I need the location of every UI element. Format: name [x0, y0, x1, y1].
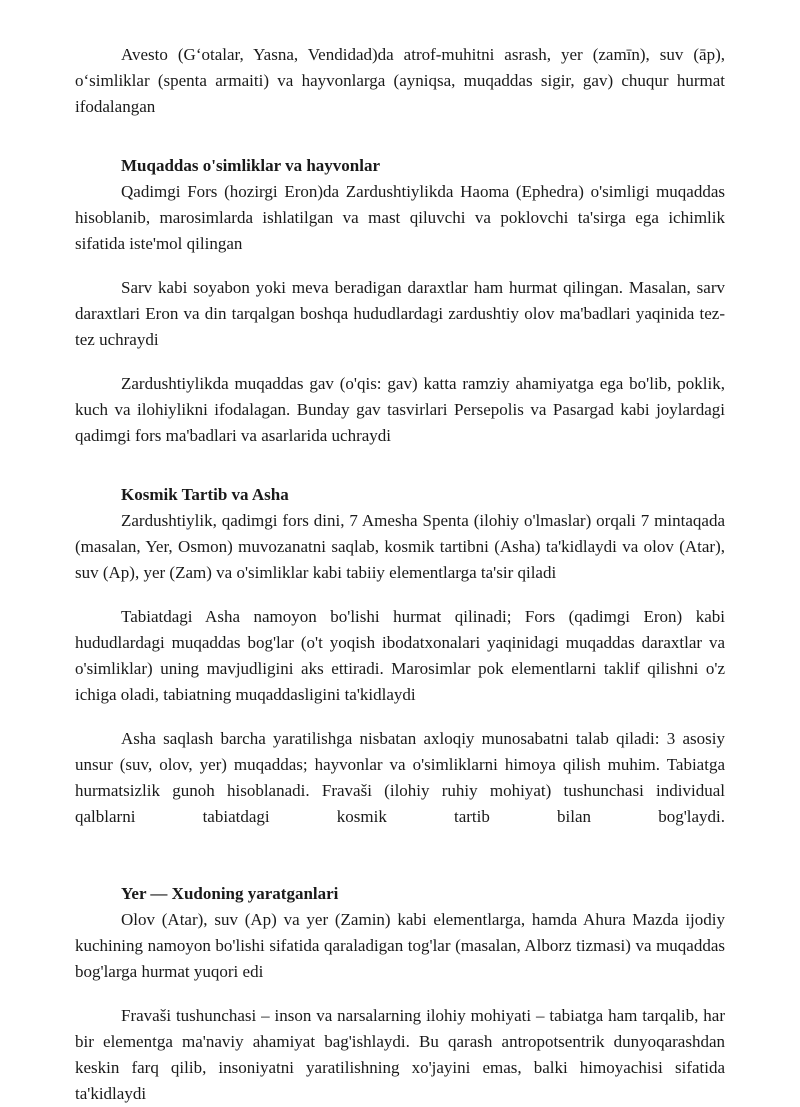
spacer [75, 830, 725, 863]
spacer [75, 708, 725, 726]
paragraph: Asha saqlash barcha yaratilishga nisbatan axloqiy munosabatni talab qiladi: 3 asosiy unsur (suv, olov, yer) muqaddas; hayvonlar va o'simliklarni himoya qilish muhim. Tabiatga hurmatsizlik gunoh hisoblanadi. Fravaši (ilohiy ruhiy mohiyat) tushunchasi individual qalblarni tabiatdagi kosmik tartib bilan bog'laydi. [75, 729, 725, 826]
paragraph: Sarv kabi soyabon yoki meva beradigan daraxtlar ham hurmat qilingan. Masalan, sarv daraxtlari Eron va din tarqalgan boshqa hududlardagi zardushtiy olov ma'badlari yaqinida tez-tez uchraydi [75, 278, 725, 349]
spacer [75, 353, 725, 371]
spacer [75, 120, 725, 153]
section-heading-sacred-plants-animals: Muqaddas o'simliklar va hayvonlar [121, 156, 380, 175]
spacer [75, 449, 725, 482]
spacer [75, 257, 725, 275]
section-heading-cosmic-order: Kosmik Tartib va Asha [121, 485, 289, 504]
spacer [75, 985, 725, 1003]
spacer [75, 863, 725, 881]
paragraph: Tabiatdagi Asha namoyon bo'lishi hurmat qilinadi; Fors (qadimgi Eron) kabi hududlardagi muqaddas bog'lar (o't yoqish ibodatxonalari yaqinidagi muqaddas daraxtlar va o'simliklar) uning mavjudligini aks ettiradi. Marosimlar pok elementlarni taklif qilishni o'z ichiga oladi, tabiatning muqaddasligini ta'kidlaydi [75, 607, 725, 704]
paragraph: Olov (Atar), suv (Ap) va yer (Zamin) kabi elementlarga, hamda Ahura Mazda ijodiy kuchining namoyon bo'lishi sifatida qaraladigan tog'lar (masalan, Alborz tizmasi) va muqaddas bog'larga hurmat yuqori edi [75, 910, 725, 981]
paragraph: Fravaši tushunchasi – inson va narsalarning ilohiy mohiyati – tabiatga ham tarqalib, har bir elementga ma'naviy ahamiyat bag'ishlaydi. Bu qarash antropotsentrik dunyoqarashdan keskin farq qilib, insoniyatni yaratilishning xo'jayini emas, balki himoyachisi sifatida ta'kidlaydi [75, 1006, 725, 1103]
paragraph: Zardushtiylik, qadimgi fors dini, 7 Amesha Spenta (ilohiy o'lmaslar) orqali 7 mintaqada (masalan, Yer, Osmon) muvozanatni saqlab, kosmik tartibni (Asha) ta'kidlaydi va olov (Atar), suv (Ap), yer (Zam) va o'simliklar kabi tabiiy elementlarga ta'sir qiladi [75, 511, 725, 582]
intro-paragraph: Avesto (G‘otalar, Yasna, Vendidad)da atrof-muhitni asrash, yer (zamīn), suv (āp), o‘simliklar (spenta armaiti) va hayvonlarga (ayniqsa, muqaddas sigir, gav) chuqur hurmat ifodalangan [75, 45, 725, 116]
spacer [75, 586, 725, 604]
document-body [75, 42, 725, 1107]
section-heading-earth-creation: Yer — Xudoning yaratganlari [121, 884, 339, 903]
paragraph: Zardushtiylikda muqaddas gav (o'qis: gav) katta ramziy ahamiyatga ega bo'lib, poklik, kuch va ilohiylikni ifodalagan. Bunday gav tasvirlari Persepolis va Pasargad kabi joylardagi qadimgi fors ma'badlari va asarlarida uchraydi [75, 374, 725, 445]
paragraph: Qadimgi Fors (hozirgi Eron)da Zardushtiylikda Haoma (Ephedra) o'simligi muqaddas hisoblanib, marosimlarda ishlatilgan va mast qiluvchi va poklovchi ta'sirga ega ichimlik sifatida iste'mol qilingan [75, 182, 725, 253]
